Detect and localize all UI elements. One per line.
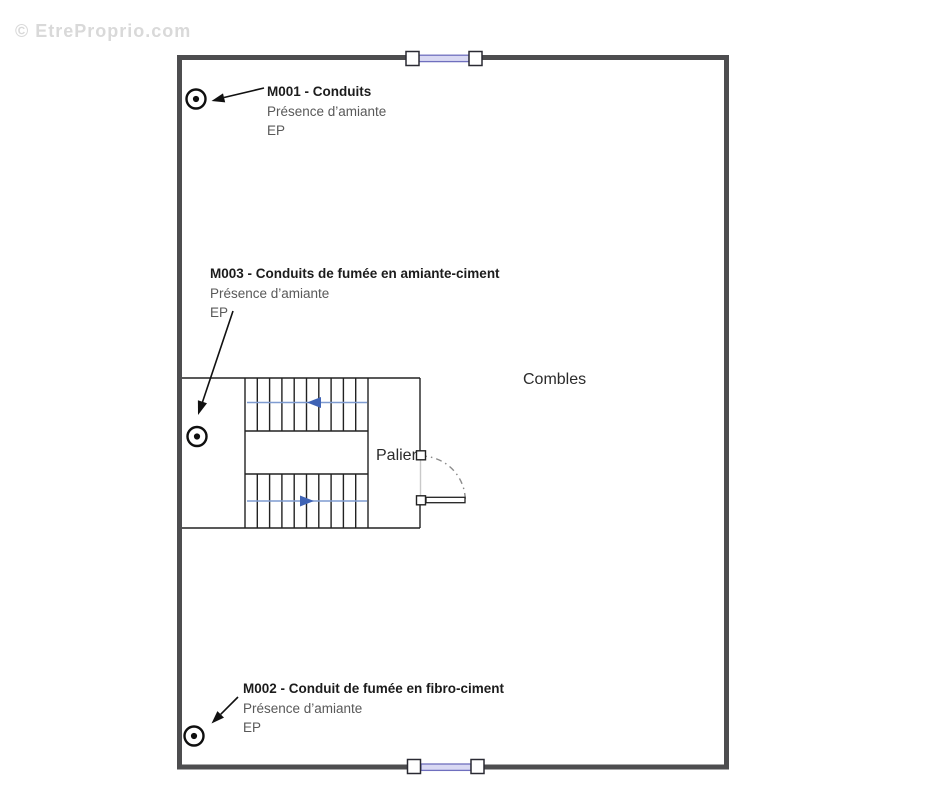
annotation-arrow-m002-icon bbox=[212, 697, 239, 724]
window-top-icon bbox=[406, 52, 482, 66]
annotation-tag: EP bbox=[267, 123, 286, 138]
watermark: © EtreProprio.com bbox=[15, 21, 192, 41]
marker-m002-icon bbox=[185, 727, 204, 746]
marker-m003-icon bbox=[188, 427, 207, 446]
room-label-palier: Palier bbox=[376, 447, 417, 464]
annotation-arrow-m001-icon bbox=[212, 88, 265, 102]
room-walls bbox=[180, 58, 727, 768]
annotation-title: M002 - Conduit de fumée en fibro-ciment bbox=[243, 681, 505, 696]
annotation-tag: EP bbox=[210, 305, 229, 320]
marker-m001-icon bbox=[187, 90, 206, 109]
annotation-arrow-m003-icon bbox=[198, 311, 233, 415]
annotation-m003 bbox=[210, 264, 500, 323]
annotation-detail: Présence d’amiante bbox=[243, 700, 363, 716]
annotation-title: M001 - Conduits bbox=[267, 84, 372, 99]
window-bottom-icon bbox=[408, 760, 485, 774]
door bbox=[417, 451, 466, 505]
room-label-combles: Combles bbox=[523, 371, 587, 388]
annotation-detail: Présence d’amiante bbox=[210, 285, 330, 301]
annotation-tag: EP bbox=[243, 720, 262, 735]
annotation-detail: Présence d’amiante bbox=[267, 103, 387, 119]
annotation-m001 bbox=[267, 82, 386, 141]
annotation-title: M003 - Conduits de fumée en amiante-ciment bbox=[210, 266, 500, 281]
annotation-m002 bbox=[243, 679, 504, 738]
